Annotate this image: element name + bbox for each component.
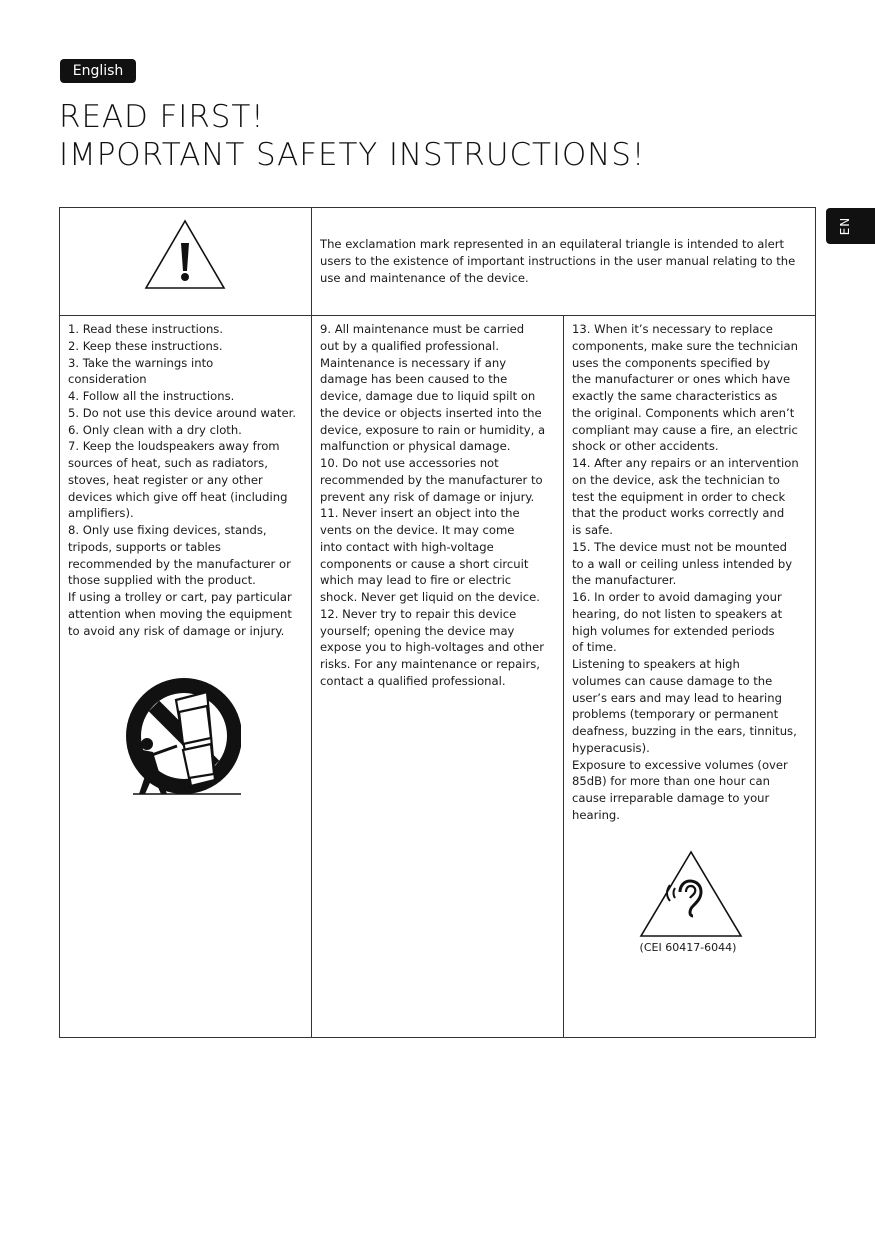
instruction-line: device, damage due to liquid spilt on: [320, 389, 536, 403]
instruction-line: of time.: [572, 640, 617, 655]
instructions-column-3: [572, 321, 812, 824]
instruction-line: expose you to high-voltages and other: [320, 640, 544, 655]
column-divider: [311, 208, 312, 1037]
instruction-line: 8. Only use fixing devices, stands,: [68, 523, 267, 537]
title-line-2: IMPORTANT SAFETY INSTRUCTIONS!: [59, 137, 646, 173]
instruction-line: the original. Components which aren’t: [572, 405, 795, 420]
instruction-line: 12. Never try to repair this device: [320, 606, 517, 621]
instruction-line: to avoid any risk of damage or injury.: [68, 623, 285, 638]
instruction-line: volumes can cause damage to the: [572, 673, 773, 688]
instruction-line: Listening to speakers at high: [572, 657, 740, 671]
side-tab-label: EN: [838, 216, 852, 236]
instruction-line: risks. For any maintenance or repairs,: [320, 657, 540, 671]
instruction-line: 85dB) for more than one hour can: [572, 774, 770, 789]
instruction-line: components, make sure the technician: [572, 338, 798, 353]
instruction-line: attention when moving the equipment: [68, 606, 292, 621]
instruction-line: 14. After any repairs or an intervention: [572, 456, 799, 470]
instruction-line: 7. Keep the loudspeakers away from: [68, 439, 280, 454]
instruction-line: stoves, heat register or any other: [68, 472, 263, 487]
instruction-line: 11. Never insert an object into the: [320, 506, 520, 521]
instruction-line: consideration: [68, 372, 147, 387]
instruction-line: If using a trolley or cart, pay particular: [68, 590, 292, 604]
instruction-line: 13. When it’s necessary to replace: [572, 322, 773, 336]
instruction-line: is safe.: [572, 523, 613, 537]
instruction-line: cause irreparable damage to your: [572, 791, 770, 805]
page-title: [59, 98, 645, 174]
title-line-1: READ FIRST!: [59, 99, 265, 135]
warning-icon-cell: [60, 208, 312, 316]
instruction-line: into contact with high-voltage: [320, 539, 494, 554]
column-divider: [563, 316, 564, 1037]
instruction-line: the manufacturer or ones which have: [572, 372, 791, 387]
instruction-line: contact a qualified professional.: [320, 673, 506, 688]
instruction-line: device, exposure to rain or humidity, a: [320, 422, 546, 437]
instructions-column-2: [320, 321, 560, 690]
instruction-line: uses the components specified by: [572, 355, 771, 370]
instruction-line: amplifiers).: [68, 506, 134, 521]
instruction-line: Maintenance is necessary if any: [320, 355, 507, 370]
instruction-line: on the device, ask the technician to: [572, 472, 780, 487]
instruction-line: 6. Only clean with a dry cloth.: [68, 422, 242, 437]
instruction-line: 3. Take the warnings into: [68, 355, 214, 370]
instruction-line: 5. Do not use this device around water.: [68, 405, 297, 420]
instruction-line: high volumes for extended periods: [572, 623, 775, 638]
instruction-line: out by a qualified professional.: [320, 338, 500, 353]
instruction-line: that the product works correctly and: [572, 506, 785, 521]
intro-text: The exclamation mark represented in an equilateral triangle is intended to alert users to the existence of important instructions in the user manual relating to the use and maintenance of the device.: [320, 237, 796, 285]
instruction-line: exactly the same characteristics as: [572, 389, 778, 403]
instruction-line: to a wall or ceiling unless intended by: [572, 556, 793, 571]
instruction-line: test the equipment in order to check: [572, 489, 786, 504]
instruction-line: damage has been caused to the: [320, 372, 508, 387]
instruction-line: shock. Never get liquid on the device.: [320, 590, 540, 604]
instruction-line: the manufacturer.: [572, 573, 677, 588]
instruction-line: 10. Do not use accessories not: [320, 456, 499, 470]
instruction-line: sources of heat, such as radiators,: [68, 456, 268, 470]
instruction-line: the device or objects inserted into the: [320, 405, 542, 420]
instruction-line: user’s ears and may lead to hearing: [572, 690, 782, 705]
language-badge: English: [60, 59, 136, 83]
instruction-line: prevent any risk of damage or injury.: [320, 489, 535, 504]
ear-symbol-caption: (CEI 60417-6044): [639, 941, 737, 954]
instruction-line: 2. Keep these instructions.: [68, 338, 223, 353]
instruction-line: Exposure to excessive volumes (over: [572, 757, 788, 772]
instruction-line: problems (temporary or permanent: [572, 707, 779, 722]
instruction-line: 1. Read these instructions.: [68, 322, 224, 336]
instruction-line: hearing, do not listen to speakers at: [572, 606, 783, 621]
instruction-line: which may lead to fire or electric: [320, 573, 512, 588]
instruction-line: malfunction or physical damage.: [320, 439, 511, 454]
instruction-line: vents on the device. It may come: [320, 523, 515, 537]
instructions-column-1: [68, 321, 308, 639]
instruction-line: deafness, buzzing in the ears, tinnitus,: [572, 724, 797, 738]
instruction-line: those supplied with the product.: [68, 573, 256, 588]
safety-table: [59, 207, 816, 1038]
instruction-line: 9. All maintenance must be carried: [320, 322, 525, 336]
language-side-tab: [826, 208, 875, 244]
instruction-line: yourself; opening the device may: [320, 623, 515, 638]
instruction-line: components or cause a short circuit: [320, 556, 529, 571]
instruction-line: tripods, supports or tables: [68, 539, 221, 554]
instruction-line: recommended by the manufacturer to: [320, 472, 543, 487]
instruction-line: 16. In order to avoid damaging your: [572, 590, 782, 604]
instruction-line: shock or other accidents.: [572, 439, 719, 454]
instruction-line: recommended by the manufacturer or: [68, 556, 291, 571]
hearing-damage-icon: [639, 850, 743, 938]
exclamation-triangle-icon: [144, 219, 226, 291]
instruction-line: compliant may cause a fire, an electric: [572, 422, 798, 437]
instruction-line: devices which give off heat (including: [68, 489, 288, 504]
instruction-line: hyperacusis).: [572, 740, 650, 755]
instruction-line: 15. The device must not be mounted: [572, 539, 788, 554]
instruction-line: hearing.: [572, 807, 620, 822]
no-cart-tipping-icon: [119, 670, 241, 804]
instruction-line: 4. Follow all the instructions.: [68, 389, 235, 403]
